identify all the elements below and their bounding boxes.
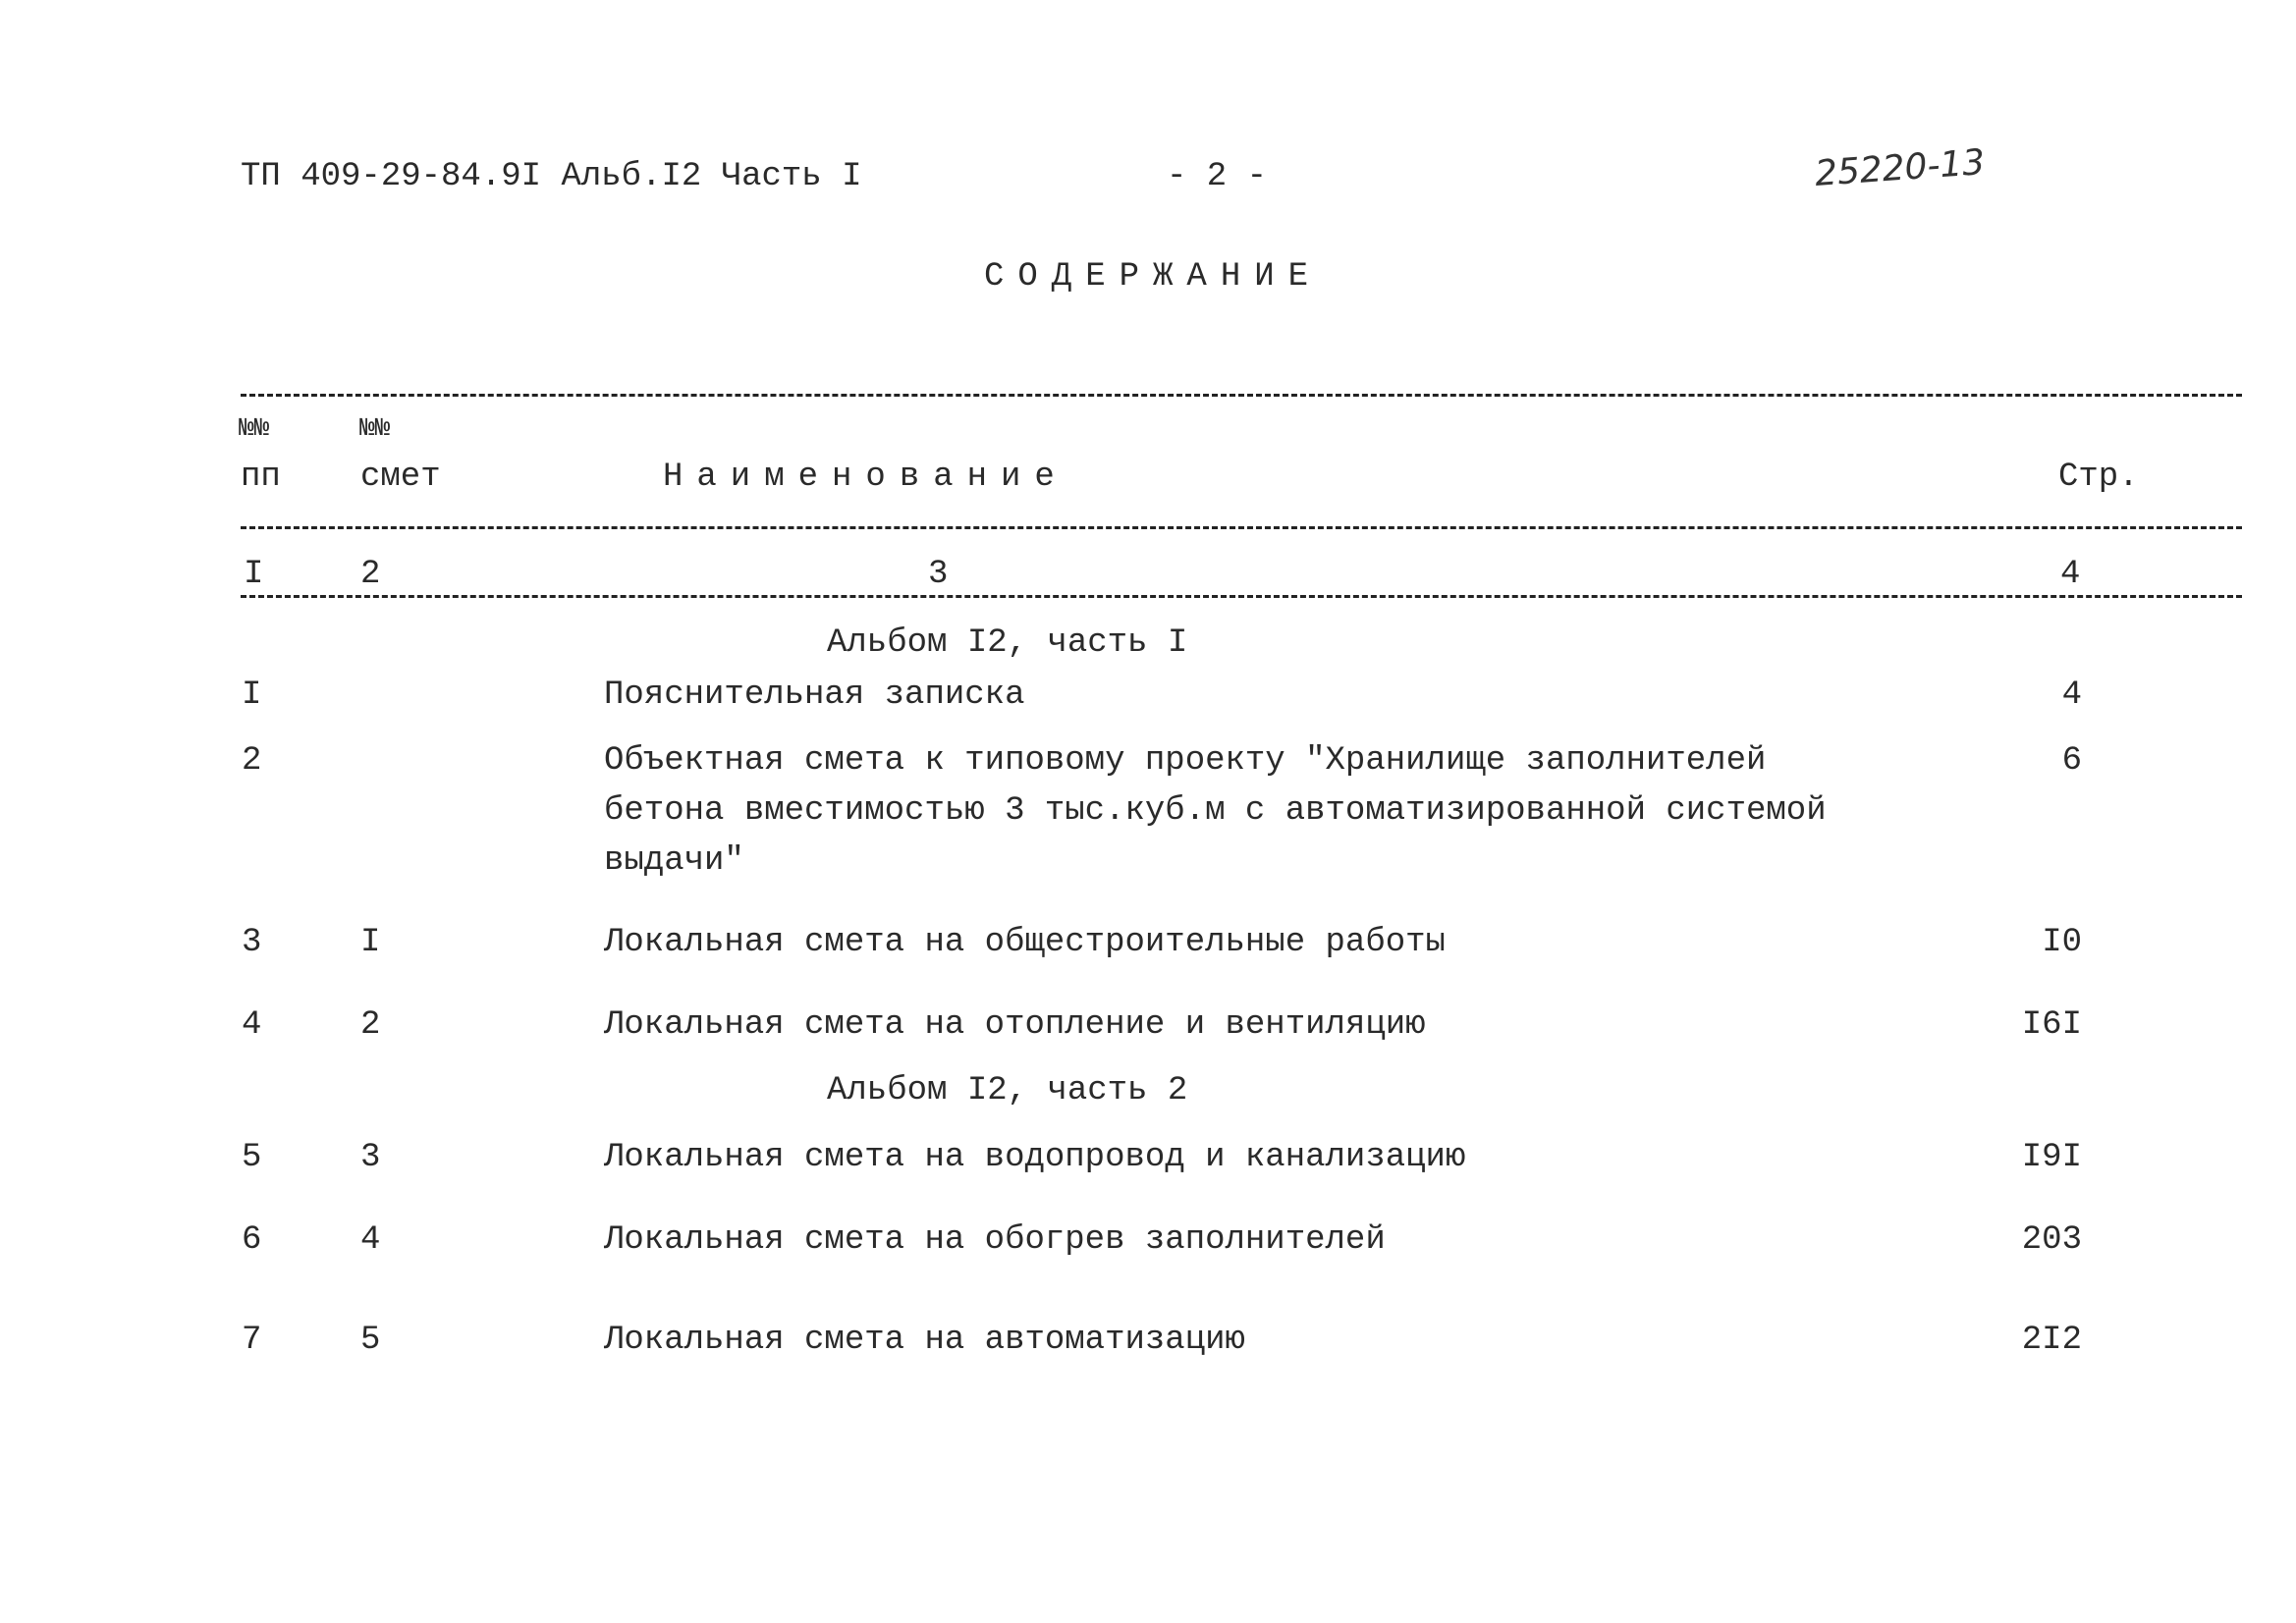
- row-page: 2I2: [2021, 1322, 2082, 1359]
- row-smeta-number: 2: [360, 1006, 381, 1044]
- row-number: 4: [242, 1006, 262, 1044]
- row-number: 3: [242, 924, 262, 961]
- row-number: I: [242, 676, 262, 714]
- row-page: 6: [2061, 742, 2082, 780]
- row-number: 6: [242, 1221, 262, 1259]
- column-number-4: 4: [2060, 556, 2081, 593]
- row-smeta-number: 3: [360, 1139, 381, 1176]
- header-name: Наименование: [663, 459, 1068, 496]
- page-title: СОДЕРЖАНИЕ: [984, 258, 1323, 296]
- row-page: 203: [2021, 1221, 2082, 1259]
- table-top-rule: [241, 394, 2242, 397]
- row-name: выдачи": [604, 842, 744, 880]
- section-heading: Альбом I2, часть 2: [827, 1072, 1188, 1109]
- header-col2-bottom: смет: [360, 459, 441, 496]
- handwritten-number: 25220-13: [1813, 142, 1987, 194]
- row-name: Локальная смета на отопление и вентиляцию: [604, 1006, 1426, 1044]
- column-number-3: 3: [928, 556, 949, 593]
- header-col2-top: №№: [359, 413, 391, 443]
- row-smeta-number: 4: [360, 1221, 381, 1259]
- row-name: Локальная смета на обогрев заполнителей: [604, 1221, 1386, 1259]
- header-col1-bottom: пп: [241, 459, 281, 496]
- header-col1-top: №№: [239, 413, 270, 443]
- row-name: Пояснительная записка: [604, 676, 1025, 714]
- row-page: 4: [2061, 676, 2082, 714]
- row-smeta-number: 5: [360, 1322, 381, 1359]
- column-number-2: 2: [360, 556, 381, 593]
- row-number: 2: [242, 742, 262, 780]
- row-number: 5: [242, 1139, 262, 1176]
- row-name: бетона вместимостью 3 тыс.куб.м с автоматизированной системой: [604, 792, 1827, 830]
- row-name: Локальная смета на водопровод и канализацию: [604, 1139, 1466, 1176]
- row-page: I9I: [2021, 1139, 2082, 1176]
- row-number: 7: [242, 1322, 262, 1359]
- section-heading: Альбом I2, часть I: [827, 624, 1188, 662]
- column-number-1: I: [244, 556, 264, 593]
- row-page: I0: [2042, 924, 2082, 961]
- row-page: I6I: [2021, 1006, 2082, 1044]
- row-name: Локальная смета на автоматизацию: [604, 1322, 1245, 1359]
- header-bottom-rule: [241, 526, 2242, 529]
- row-smeta-number: I: [360, 924, 381, 961]
- row-name: Локальная смета на общестроительные работы: [604, 924, 1446, 961]
- row-name: Объектная смета к типовому проекту "Хранилище заполнителей: [604, 742, 1767, 780]
- column-numbers-rule: [241, 595, 2242, 598]
- header-page: Стр.: [2058, 459, 2139, 496]
- page-number: - 2 -: [1167, 158, 1268, 195]
- document-code: ТП 409-29-84.9I Альб.I2 Часть I: [241, 158, 862, 195]
